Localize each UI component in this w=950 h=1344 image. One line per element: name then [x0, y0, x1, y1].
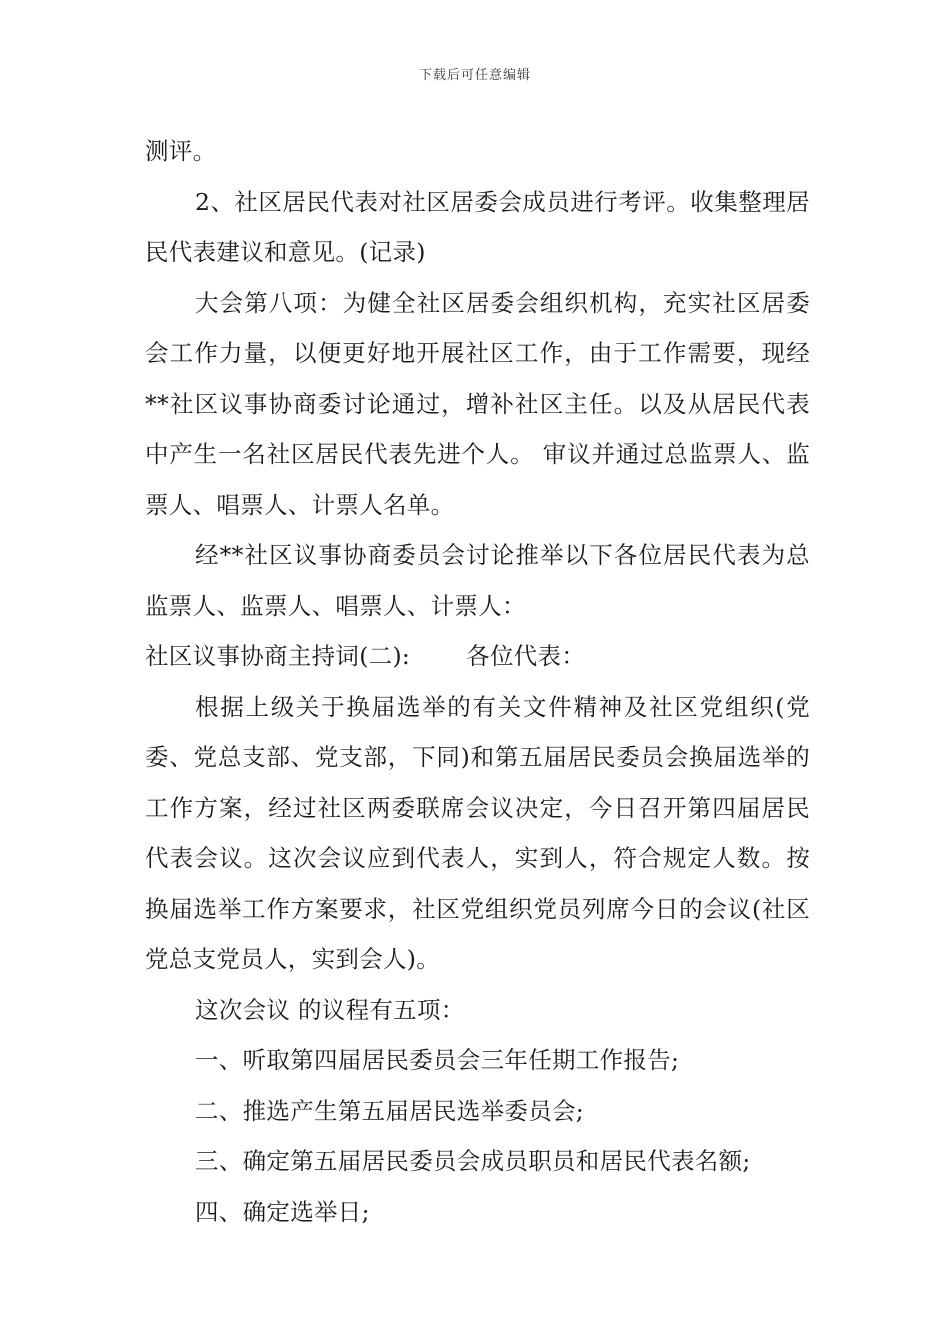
- host-speech-title: 社区议事协商主持词(二):: [145, 642, 411, 670]
- agenda-item-one: 一、听取第四届居民委员会三年任期工作报告;: [195, 1046, 680, 1074]
- agenda-item-two: 二、推选产生第五届居民选举委员会;: [195, 1096, 585, 1125]
- paragraph-meeting-basis: 根据上级关于换届选举的有关文件精神及社区党组织(党委、党总支部、党支部，下同)和第五届居民委员会换届选举的工作方案，经过社区两委联席会议决定，今日召开第四届居民代表会议。这次会议应到代表人，实到人，符合规定人数。按换届选举工作方案要求，社区党组织党员列席今日的会议(社区党总支党员人，实到会人)。: [145, 692, 810, 973]
- agenda-item-four: 四、确定选举日;: [195, 1197, 370, 1226]
- document-body: [145, 126, 810, 1237]
- paragraph-agenda-intro: 这次会议 的议程有五项：: [195, 995, 465, 1024]
- paragraph-vote-counter-nomination: 经**社区议事协商委员会讨论推举以下各位居民代表为总监票人、监票人、唱票人、计票人：: [145, 541, 810, 620]
- paragraph-resident-review: 2、社区居民代表对社区居委会成员进行考评。收集整理居民代表建议和意见。(记录): [145, 187, 810, 266]
- paragraph-evaluation-end: 测评。: [145, 137, 217, 165]
- paragraph-host-speech-heading: [145, 631, 810, 682]
- paragraph-agenda-item-eight: 大会第八项：为健全社区居委会组织机构，充实社区居委会工作力量，以便更好地开展社区工作，由于工作需要，现经**社区议事协商委讨论通过，增补社区主任。以及从居民代表中产生一名社区居民代表先进个人。 审议并通过总监票人、监票人、唱票人、计票人名单。: [145, 288, 810, 519]
- agenda-item-three: 三、确定第五届居民委员会成员职员和居民代表名额;: [195, 1147, 751, 1175]
- greeting-delegates: 各位代表：: [466, 642, 586, 670]
- page-header: 下载后可任意编辑: [418, 68, 531, 83]
